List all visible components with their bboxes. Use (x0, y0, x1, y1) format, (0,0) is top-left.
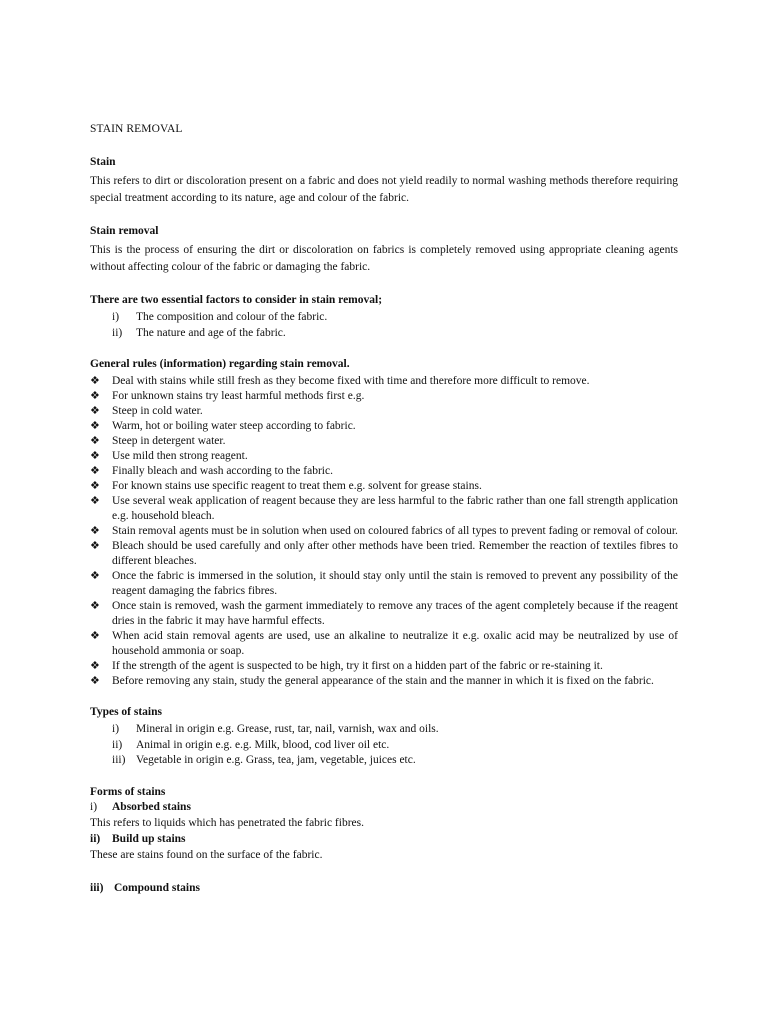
list-item: iii) Vegetable in origin e.g. Grass, tea, jam, vegetable, juices etc. (112, 754, 416, 766)
diamond-bullet-icon: ❖ (90, 570, 100, 582)
factors-heading: There are two essential factors to consider in stain removal; (90, 294, 383, 306)
diamond-bullet-icon: ❖ (90, 525, 100, 537)
list-item: ii) The nature and age of the fabric. (112, 326, 286, 339)
diamond-bullet-icon: ❖ (90, 540, 100, 552)
list-item: ❖ Steep in cold water. (90, 405, 203, 417)
rules-heading: General rules (information) regarding stain removal. (90, 358, 350, 370)
list-item: ❖ For unknown stains try least harmful methods first e.g. (90, 390, 365, 402)
diamond-bullet-icon: ❖ (90, 435, 100, 447)
stain-removal-definition: This is the process of ensuring the dirt or discoloration on fabrics is completely removed using appropriate cleaning agents without affecting colour of the fabric or damaging the fabric. (90, 244, 678, 273)
stain-removal-heading: Stain removal (90, 225, 159, 237)
forms-heading: Forms of stains (90, 785, 166, 798)
types-list (90, 722, 678, 769)
section-factors (90, 293, 678, 341)
diamond-bullet-icon: ❖ (90, 405, 100, 417)
factors-list (90, 310, 678, 341)
types-heading: Types of stains (90, 706, 162, 718)
diamond-bullet-icon: ❖ (90, 660, 100, 672)
document-page (90, 122, 678, 913)
diamond-bullet-icon: ❖ (90, 450, 100, 462)
compound-stains-heading: iii) Compound stains (90, 881, 200, 894)
section-forms-of-stains (90, 785, 678, 896)
diamond-bullet-icon: ❖ (90, 420, 100, 432)
stain-definition: This refers to dirt or discoloration present on a fabric and does not yield readily to normal washing methods therefore requiring special treatment according to its nature, age and colour of the fabric. (90, 175, 678, 204)
list-item: ii) Animal in origin e.g. e.g. Milk, blood, cod liver oil etc. (112, 738, 390, 751)
diamond-bullet-icon: ❖ (90, 390, 100, 402)
stain-heading: Stain (90, 156, 116, 168)
list-item: ❖ Stain removal agents must be in solution when used on coloured fabrics of all types to prevent fading or removal of colour. (90, 525, 678, 537)
section-stain-removal (90, 224, 678, 276)
diamond-bullet-icon: ❖ (90, 480, 100, 492)
section-stain (90, 155, 678, 207)
list-item: ❖ Use several weak application of reagent because they are less harmful to the fabric rather than one fall strength application e.g. household bleach. (90, 495, 678, 522)
list-item: ❖ Finally bleach and wash according to the fabric. (90, 465, 333, 477)
diamond-bullet-icon: ❖ (90, 495, 100, 507)
list-item: ❖ When acid stain removal agents are used, use an alkaline to neutralize it e.g. oxalic acid may be neutralized by use of household ammonia or soap. (90, 630, 678, 657)
diamond-bullet-icon: ❖ (90, 465, 100, 477)
list-item: ❖ Warm, hot or boiling water steep according to fabric. (90, 420, 356, 432)
section-general-rules (90, 357, 678, 689)
list-item: ❖ Deal with stains while still fresh as they become fixed with time and therefore more difficult to remove. (90, 375, 590, 387)
absorbed-stains-heading: i) Absorbed stains (90, 800, 191, 813)
list-item: ❖ Steep in detergent water. (90, 435, 226, 447)
diamond-bullet-icon: ❖ (90, 675, 100, 687)
diamond-bullet-icon: ❖ (90, 600, 100, 612)
absorbed-stains-text: This refers to liquids which has penetrated the fabric fibres. (90, 816, 364, 829)
list-item: ❖ Use mild then strong reagent. (90, 450, 248, 462)
document-title: STAIN REMOVAL (90, 123, 183, 135)
list-item: ❖ Bleach should be used carefully and only after other methods have been tried. Remember the reaction of textiles fibres to different bleaches. (90, 540, 678, 567)
list-item: ❖ Once stain is removed, wash the garment immediately to remove any traces of the agent completely because if the reagent dries in the fabric it may have harmful effects. (90, 600, 678, 627)
rules-list (90, 374, 678, 689)
build-up-stains-text: These are stains found on the surface of the fabric. (90, 848, 323, 861)
list-item: ❖ Once the fabric is immersed in the solution, it should stay only until the stain is removed to prevent any possibility of the reagent damaging the fabrics fibres. (90, 570, 678, 597)
list-item: i) Mineral in origin e.g. Grease, rust, tar, nail, varnish, wax and oils. (112, 723, 439, 735)
list-item: ❖ If the strength of the agent is suspected to be high, try it first on a hidden part of the fabric or re-staining it. (90, 660, 603, 672)
build-up-stains-heading: ii) Build up stains (90, 832, 186, 845)
diamond-bullet-icon: ❖ (90, 630, 100, 642)
list-item: i) The composition and colour of the fabric. (112, 311, 328, 323)
diamond-bullet-icon: ❖ (90, 375, 100, 387)
list-item: ❖ Before removing any stain, study the general appearance of the stain and the manner in which it is fixed on the fabric. (90, 675, 654, 687)
section-types-of-stains (90, 705, 678, 769)
list-item: ❖ For known stains use specific reagent to treat them e.g. solvent for grease stains. (90, 480, 482, 492)
